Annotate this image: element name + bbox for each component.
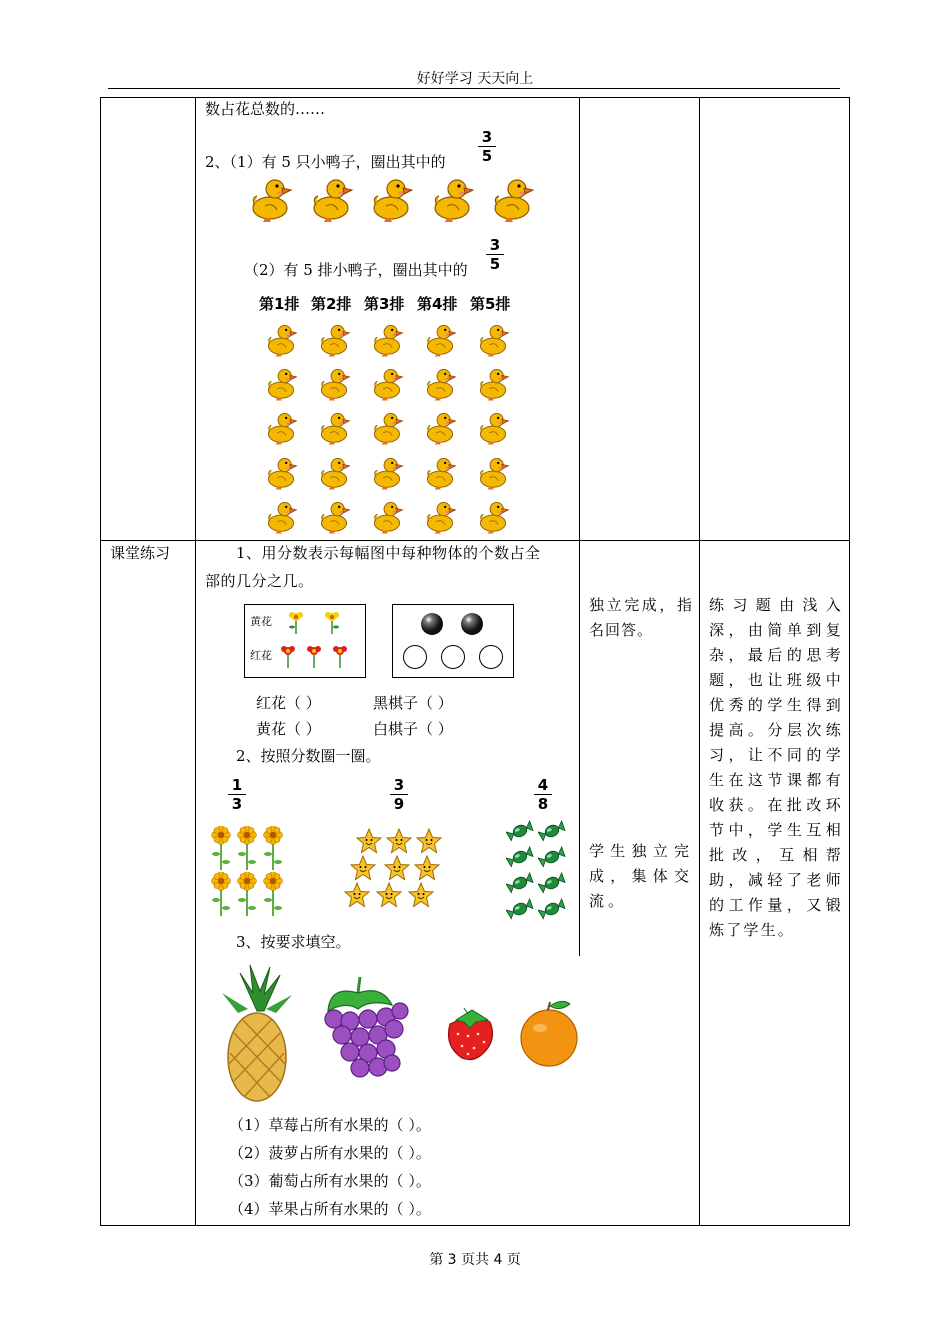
red-flower-label: 红花 — [250, 649, 272, 662]
grape-icon[interactable] — [320, 975, 410, 1087]
duck-icon[interactable] — [247, 176, 293, 226]
duck-icon[interactable] — [370, 410, 404, 448]
duck-icon[interactable] — [368, 176, 414, 226]
star-icon[interactable] — [376, 882, 402, 908]
white-chess-piece — [479, 645, 503, 669]
red-flower-icon — [303, 643, 325, 669]
duck-icon[interactable] — [476, 366, 510, 404]
design-intent: 练习题由浅入深，由简单到复杂，最后的思考题，也让班级中优秀的学生得到提高。分层次练习，让不同的学生在这节课都有收获。在批改环节中，学生互相批改，互相帮助，减轻了老师的工作量，又锻炼了学生。 — [709, 596, 843, 939]
fraction-one-third: 1 3 — [226, 776, 248, 813]
duck-icon[interactable] — [370, 455, 404, 493]
star-icon[interactable] — [356, 828, 382, 854]
fraction-three-fifths-2: 3 5 — [484, 236, 506, 273]
duck-icon[interactable] — [264, 410, 298, 448]
blank-black-chess[interactable]: 黑棋子（ ） — [373, 694, 453, 712]
star-icon[interactable] — [386, 828, 412, 854]
red-flower-icon — [329, 643, 351, 669]
duck-icon[interactable] — [476, 499, 510, 537]
header-title: 好好学习 天天向上 — [416, 71, 534, 87]
star-icon[interactable] — [384, 855, 410, 881]
blank-white-chess[interactable]: 白棋子（ ） — [373, 720, 453, 738]
page-number: 第 3 页共 4 页 — [429, 1252, 521, 1268]
duck-icon[interactable] — [429, 176, 475, 226]
duck-icon[interactable] — [423, 322, 457, 360]
red-flower-icon — [277, 643, 299, 669]
white-chess-piece — [441, 645, 465, 669]
practice-q3: 3、按要求填空。 — [236, 933, 351, 951]
student-activity-1: 独立完成，指名回答。 — [589, 596, 693, 639]
sunflower-icon[interactable] — [210, 872, 232, 918]
duck-icon[interactable] — [476, 410, 510, 448]
duck-icon[interactable] — [476, 322, 510, 360]
fraction-three-fifths: 3 5 — [476, 128, 498, 165]
duck-icon[interactable] — [370, 499, 404, 537]
fill-pineapple[interactable]: （2）菠萝占所有水果的（ ）。 — [229, 1144, 431, 1162]
star-icon[interactable] — [416, 828, 442, 854]
candy-icon[interactable] — [538, 846, 566, 868]
strawberry-icon[interactable] — [442, 1006, 500, 1062]
candy-icon[interactable] — [538, 872, 566, 894]
yellow-flower-icon — [285, 609, 307, 635]
question-2-1: 2、（1）有 5 只小鸭子，圈出其中的 — [205, 153, 446, 171]
fill-apple[interactable]: （4）苹果占所有水果的（ ）。 — [229, 1200, 431, 1218]
candy-icon[interactable] — [506, 898, 534, 920]
duck-icon[interactable] — [317, 322, 351, 360]
fill-grape[interactable]: （3）葡萄占所有水果的（ ）。 — [229, 1172, 431, 1190]
duck-icon[interactable] — [370, 322, 404, 360]
orange-icon[interactable] — [518, 996, 580, 1068]
duck-icon[interactable] — [370, 366, 404, 404]
duck-icon[interactable] — [476, 455, 510, 493]
duck-icon[interactable] — [317, 366, 351, 404]
student-activity-2: 学生独立完成，集体交流。 — [589, 842, 693, 910]
row-label-5: 第5排 — [470, 295, 511, 313]
intro-text: 数占花总数的…… — [205, 100, 326, 118]
duck-icon[interactable] — [264, 366, 298, 404]
sunflower-icon[interactable] — [236, 872, 258, 918]
pineapple-icon[interactable] — [220, 963, 294, 1103]
candy-icon[interactable] — [506, 820, 534, 842]
duck-icon[interactable] — [317, 455, 351, 493]
duck-icon[interactable] — [423, 499, 457, 537]
duck-icon[interactable] — [317, 499, 351, 537]
practice-q1-line1: 1、用分数表示每幅图中每种物体的个数占全 — [236, 544, 541, 562]
duck-icon[interactable] — [264, 499, 298, 537]
candy-icon[interactable] — [506, 872, 534, 894]
row-label-3: 第3排 — [364, 295, 405, 313]
yellow-flower-label: 黄花 — [250, 615, 272, 628]
duck-icon[interactable] — [489, 176, 535, 226]
star-icon[interactable] — [408, 882, 434, 908]
fraction-four-eighths: 4 8 — [532, 776, 554, 813]
star-icon[interactable] — [344, 882, 370, 908]
duck-icon[interactable] — [317, 410, 351, 448]
duck-icon[interactable] — [264, 455, 298, 493]
row-label-1: 第1排 — [259, 295, 300, 313]
white-chess-piece — [403, 645, 427, 669]
candy-icon[interactable] — [506, 846, 534, 868]
black-chess-piece — [461, 613, 483, 635]
duck-icon[interactable] — [423, 366, 457, 404]
sunflower-icon[interactable] — [262, 872, 284, 918]
sunflower-icon[interactable] — [210, 826, 232, 872]
blank-red-flower[interactable]: 红花（ ） — [256, 694, 321, 712]
candy-icon[interactable] — [538, 820, 566, 842]
star-icon[interactable] — [350, 855, 376, 881]
black-chess-piece — [421, 613, 443, 635]
row-label-2: 第2排 — [311, 295, 352, 313]
star-icon[interactable] — [414, 855, 440, 881]
fill-strawberry[interactable]: （1）草莓占所有水果的（ ）。 — [229, 1116, 431, 1134]
duck-icon[interactable] — [423, 455, 457, 493]
duck-icon[interactable] — [264, 322, 298, 360]
practice-q1-line2: 部的几分之几。 — [205, 572, 314, 590]
chess-box — [392, 604, 514, 678]
flower-box — [244, 604, 366, 678]
sunflower-icon[interactable] — [262, 826, 284, 872]
duck-icon[interactable] — [423, 410, 457, 448]
question-2-2: （2）有 5 排小鸭子，圈出其中的 — [244, 261, 468, 279]
sunflower-icon[interactable] — [236, 826, 258, 872]
row-label-4: 第4排 — [417, 295, 458, 313]
header-rule — [108, 88, 840, 89]
yellow-flower-icon — [321, 609, 343, 635]
blank-yellow-flower[interactable]: 黄花（ ） — [256, 720, 321, 738]
duck-icon[interactable] — [308, 176, 354, 226]
practice-q2: 2、按照分数圈一圈。 — [236, 747, 381, 765]
fraction-three-ninths: 3 9 — [388, 776, 410, 813]
candy-icon[interactable] — [538, 898, 566, 920]
practice-label: 课堂练习 — [110, 544, 171, 562]
